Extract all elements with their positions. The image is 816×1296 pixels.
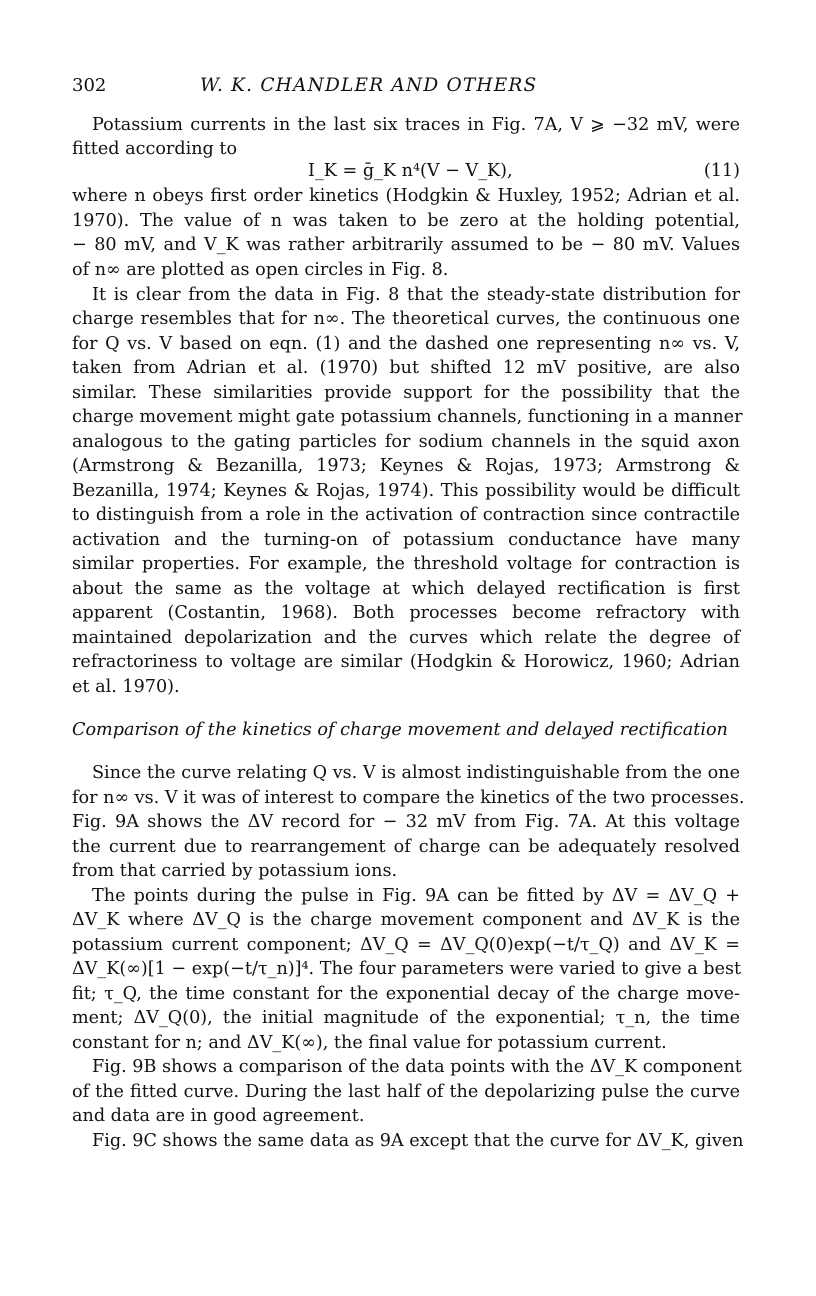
text-line: about the same as the voltage at which delayed rectification is first (72, 579, 740, 599)
text-line: ΔV_K(∞)[1 − exp(−t/τ_n)]⁴. The four parameters were varied to give a best (72, 959, 742, 979)
text-line: refractoriness to voltage are similar (Hodgkin & Horowicz, 1960; Adrian (72, 652, 740, 672)
text-line: potassium current component; ΔV_Q = ΔV_Q(0)exp(−t/τ_Q) and ΔV_K = (72, 935, 740, 955)
text-line: ment; ΔV_Q(0), the initial magnitude of the exponential; τ_n, the time (72, 1008, 740, 1028)
text-line: The points during the pulse in Fig. 9A can be fitted by ΔV = ΔV_Q + (92, 886, 740, 906)
text-line: to distinguish from a role in the activation of contraction since contractile (72, 505, 740, 525)
text-line: Since the curve relating Q vs. V is almost indistinguishable from the one (92, 763, 740, 783)
text-line: analogous to the gating particles for sodium channels in the squid axon (72, 432, 740, 452)
text-line: for Q vs. V based on eqn. (1) and the dashed one representing n∞ vs. V, (72, 334, 740, 354)
text-line: Bezanilla, 1974; Keynes & Rojas, 1974). This possibility would be difficult (72, 481, 740, 501)
running-head: W. K. CHANDLER AND OTHERS (200, 75, 538, 96)
text-line: apparent (Costantin, 1968). Both processes become refractory with (72, 603, 740, 623)
text-line: Fig. 9A shows the ΔV record for − 32 mV from Fig. 7A. At this voltage (72, 812, 740, 832)
text-line: 1970). The value of n was taken to be zero at the holding potential, (72, 211, 740, 231)
text-line: − 80 mV, and V_K was rather arbitrarily assumed to be − 80 mV. Values (72, 235, 740, 255)
text-line: maintained depolarization and the curves which relate the degree of (72, 628, 740, 648)
text-line: activation and the turning-on of potassium conductance have many (72, 530, 740, 550)
text-line: et al. 1970). (72, 677, 180, 697)
text-line: (Armstrong & Bezanilla, 1973; Keynes & Rojas, 1973; Armstrong & (72, 456, 740, 476)
text-line: Potassium currents in the last six traces in Fig. 7A, V ⩾ −32 mV, were (92, 115, 740, 135)
text-line: of n∞ are plotted as open circles in Fig. 8. (72, 260, 449, 280)
text-line: for n∞ vs. V it was of interest to compare the kinetics of the two processes. (72, 788, 745, 808)
section-heading: Comparison of the kinetics of charge movement and delayed rectification (72, 720, 728, 740)
text-line: charge resembles that for n∞. The theoretical curves, the continuous one (72, 309, 740, 329)
text-line: charge movement might gate potassium channels, functioning in a manner (72, 407, 743, 427)
page-number: 302 (72, 75, 107, 96)
text-line: similar properties. For example, the threshold voltage for contraction is (72, 554, 740, 574)
page-header (72, 75, 742, 99)
text-line: fit; τ_Q, the time constant for the exponential decay of the charge move- (72, 984, 740, 1004)
equation-expression: I_K = ḡ_K n⁴(V − V_K), (308, 161, 513, 181)
equation-11 (72, 158, 740, 184)
text-line: where n obeys first order kinetics (Hodgkin & Huxley, 1952; Adrian et al. (72, 186, 740, 206)
text-line: similar. These similarities provide support for the possibility that the (72, 383, 740, 403)
text-line: ΔV_K where ΔV_Q is the charge movement component and ΔV_K is the (72, 910, 740, 930)
text-line: of the fitted curve. During the last half of the depolarizing pulse the curve (72, 1082, 740, 1102)
text-line: the current due to rearrangement of charge can be adequately resolved (72, 837, 740, 857)
text-line: taken from Adrian et al. (1970) but shifted 12 mV positive, are also (72, 358, 740, 378)
text-line: Fig. 9B shows a comparison of the data points with the ΔV_K component (92, 1057, 742, 1077)
text-line: It is clear from the data in Fig. 8 that the steady-state distribution for (92, 285, 740, 305)
text-line: Fig. 9C shows the same data as 9A except that the curve for ΔV_K, given (92, 1131, 744, 1151)
text-line: fitted according to (72, 139, 238, 159)
text-line: and data are in good agreement. (72, 1106, 365, 1126)
text-line: constant for n; and ΔV_K(∞), the final value for potassium current. (72, 1033, 667, 1053)
equation-number: (11) (703, 161, 740, 181)
text-line: from that carried by potassium ions. (72, 861, 398, 881)
